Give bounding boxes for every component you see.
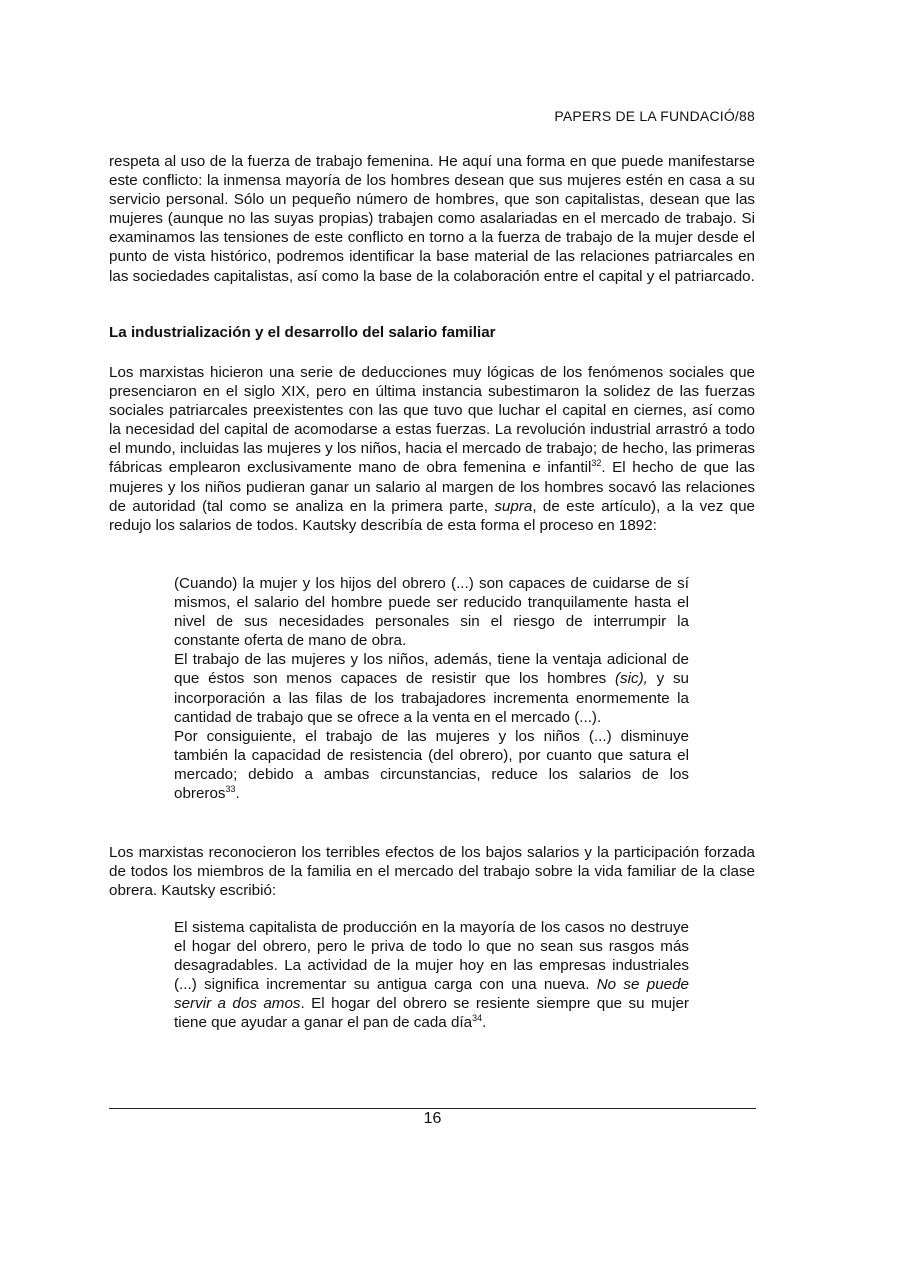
quote-1-paragraph-1: (Cuando) la mujer y los hijos del obrero (...) son capaces de cuidarse de sí mismos, el salario del hombre puede ser reducido tranquilamente hasta el nivel de sus necesidades personales sin el riesgo de interrumpir la constante oferta de mano de obra. [174, 575, 689, 650]
quote-1-p2-italic: (sic), [615, 670, 648, 688]
paragraph-3-text: Los marxistas reconocieron los terribles efectos de los bajos salarios y la participación forzada de todos los miembros de la familia en el mercado del trabajo sobre la vida familiar de la clase obrera. Kautsky escribió: [109, 844, 755, 900]
paragraph-1-text: respeta al uso de la fuerza de trabajo femenina. He aquí una forma en que puede manifestarse este conflicto: la inmensa mayoría de los hombres desean que sus mujeres estén en casa a su servicio personal. Sólo un pequeño número de hombres, que son capitalistas, desean que las mujeres (aunque no las suyas propias) trabajen como asalariadas en el mercado de trabajo. Si examinamos las tensiones de este conflicto en torno a la fuerza de trabajo de la mujer desde el punto de vista histórico, podremos identificar la base material de las relaciones patriarcales en las sociedades capitalistas, así como la base de la colaboración entre el capital y el patriarcado. [109, 153, 755, 285]
block-quote-1 [174, 574, 689, 803]
quote-2-italic: No se puede servir a dos amos [174, 976, 689, 1013]
block-quote-2 [174, 918, 689, 1033]
quote-1-p2-part2: y su incorporación a las filas de los trabajadores incrementa enormemente la cantidad de trabajo que se ofrece a la venta en el mercado (...). [174, 670, 689, 726]
quote-2-part1: El sistema capitalista de producción en la mayoría de los casos no destruye el hogar del obrero, pero le priva de todo lo que no sean sus rasgos más desagradables. La actividad de la mujer hoy en las empresas industriales (...) significa incrementar su antigua carga con una nueva. [174, 919, 689, 994]
footnote-ref-33[interactable]: 33 [225, 784, 236, 795]
quote-1-p3-text: Por consiguiente, el trabajo de las mujeres y los niños (...) disminuye también la capacidad de resistencia (del obrero), por cuanto que satura el mercado; debido a ambas circunstancias, reduce los salarios de los obreros [174, 727, 689, 803]
paragraph-2-part1: Los marxistas hicieron una serie de deducciones muy lógicas de los fenómenos sociales que presenciaron en el siglo XIX, pero en última instancia subestimaron la solidez de las fuerzas sociales patriarcales preexistentes con las que tuvo que luchar el capital en ciernes, así como la necesidad del capital de acomodarse a estas fuerzas. La revolución industrial arrastró a todo el mundo, incluidas las mujeres y los niños, hacia el mercado de trabajo; de hecho, las primeras fábricas emplearon exclusivamente mano de obra femenina e infantil [109, 364, 755, 477]
footnote-ref-32[interactable]: 32 [591, 458, 602, 469]
quote-2-part2: . El hogar del obrero se resiente siempre que su mujer tiene que ayudar a ganar el pan de cada día [174, 995, 689, 1032]
paragraph-2 [109, 363, 755, 535]
footer-divider [109, 1108, 756, 1109]
quote-1-p3-end: . [235, 785, 240, 803]
quote-2-paragraph [174, 918, 689, 1033]
quote-1-p2-part1: El trabajo de las mujeres y los niños, además, tiene la ventaja adicional de que éstos son menos capaces de resistir que los hombres [174, 651, 689, 688]
paragraph-2-italic: supra [494, 497, 533, 515]
paragraph-2-part3: , de este artículo), a la vez que redujo los salarios de todos. Kautsky describía de esta forma el proceso en 1892: [109, 497, 756, 534]
running-header: PAPERS DE LA FUNDACIÓ/88 [554, 108, 755, 124]
section-heading: La industrialización y el desarrollo del salario familiar [109, 324, 496, 341]
paragraph-3 [109, 843, 755, 900]
quote-1-paragraph-3 [174, 727, 689, 803]
paragraph-2-text [109, 363, 755, 535]
quote-1-paragraph-2 [174, 650, 689, 726]
paragraph-1 [109, 152, 755, 286]
footnote-ref-34[interactable]: 34 [472, 1013, 483, 1024]
quote-2-end: . [482, 1014, 487, 1032]
page-number: 16 [423, 1110, 442, 1127]
paragraph-2-part2: . El hecho de que las mujeres y los niños pudieran ganar un salario al margen de los hombres socavó las relaciones de autoridad (tal como se analiza en la primera parte, [109, 459, 755, 515]
